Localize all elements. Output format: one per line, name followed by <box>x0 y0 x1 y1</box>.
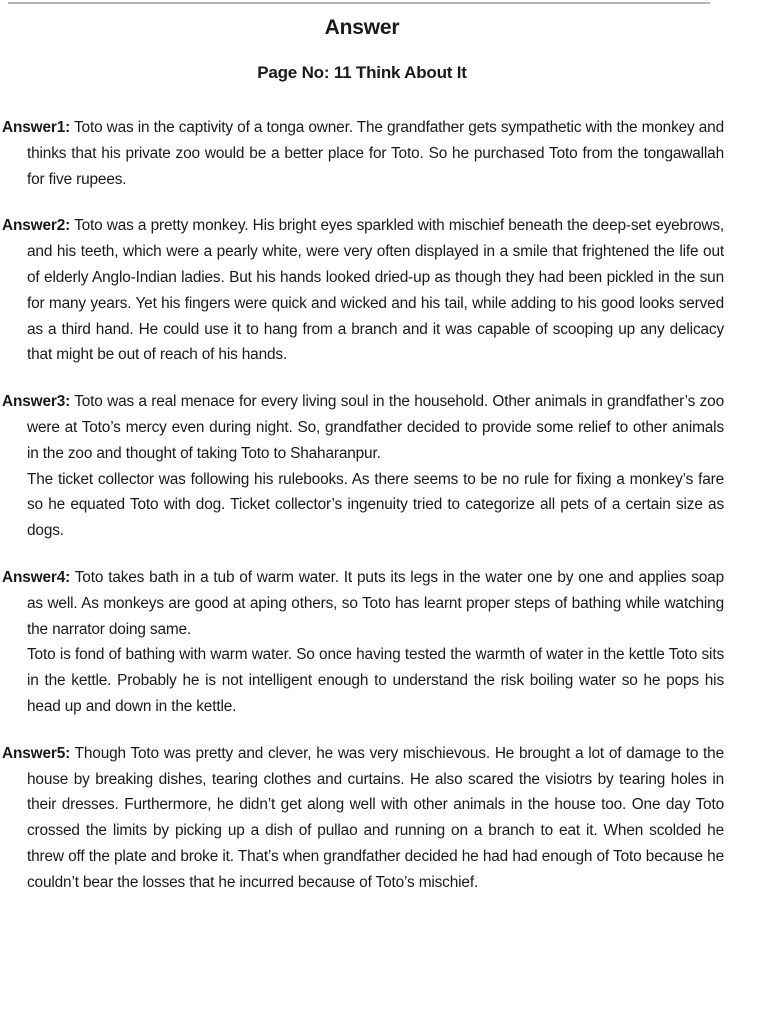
answer-text: Toto was a real menace for every living soul in the household. Other animals in grandfather’s zoo were at Toto’s mercy even during night. So, grandfather decided to provide some relief to other animals in the zoo and thought of taking Toto to Shaharanpur. <box>27 393 724 462</box>
answer-label: Answer2: <box>2 217 71 235</box>
answers-list <box>0 115 724 917</box>
answer-label: Answer3: <box>2 393 71 411</box>
answer-text-continued: The ticket collector was following his rulebooks. As there seems to be no rule for fixing a monkey’s fare so he equated Toto with dog. Ticket collector’s ingenuity tried to categorize all pets of a certain size as dogs. <box>27 470 724 540</box>
answer-label: Answer1: <box>2 119 71 136</box>
page-title: Answer <box>324 16 400 39</box>
page-subtitle: Page No: 11 Think About It <box>257 63 467 82</box>
answer-4 <box>0 565 724 720</box>
answer-2 <box>0 213 724 368</box>
top-divider <box>8 2 710 4</box>
answer-label: Answer5: <box>2 744 71 762</box>
answer-5 <box>0 741 724 896</box>
answer-text: Toto takes bath in a tub of warm water. It puts its legs in the water one by one and applies soap as well. As monkeys are good at aping others, so Toto has learnt proper steps of bathing while watching the narrator doing same. <box>27 568 724 638</box>
answer-text-continued: Toto is fond of bathing with warm water. So once having tested the warmth of water in the kettle Toto sits in the kettle. Probably he is not intelligent enough to understand the risk boiling water so he pops his head up and down in the kettle. <box>27 646 724 715</box>
answer-text: Toto was a pretty monkey. His bright eyes sparkled with mischief beneath the deep-set eyebrows, and his teeth, which were a pearly white, were very often displayed in a smile that frightened the life out of elderly Anglo-Indian ladies. But his hands looked dried-up as though they had been pickled in the sun for many years. Yet his fingers were quick and wicked and his tail, while adding to his good looks served as a third hand. He could use it to hang from a branch and it was capable of scooping up any delicacy that might be out of reach of his hands. <box>27 217 724 364</box>
answer-text: Toto was in the captivity of a tonga owner. The grandfather gets sympathetic with the monkey and thinks that his private zoo would be a better place for Toto. So he purchased Toto from the tongawallah for five rupees. <box>27 119 724 188</box>
answer-1 <box>0 115 724 192</box>
answer-3 <box>0 389 724 544</box>
answer-text: Though Toto was pretty and clever, he was very mischievous. He brought a lot of damage to the house by breaking dishes, tearing clothes and curtains. He also scared the visiotrs by tearing holes in their dresses. Furthermore, he didn’t get along well with other animals in the house too. One day Toto crossed the limits by picking up a dish of pullao and running on a branch to eat it. When scolded he threw off the plate and broke it. That’s when grandfather decided he had had enough of Toto because he couldn’t bear the losses that he incurred because of Toto’s mischief. <box>27 744 724 891</box>
answer-label: Answer4: <box>2 568 71 586</box>
